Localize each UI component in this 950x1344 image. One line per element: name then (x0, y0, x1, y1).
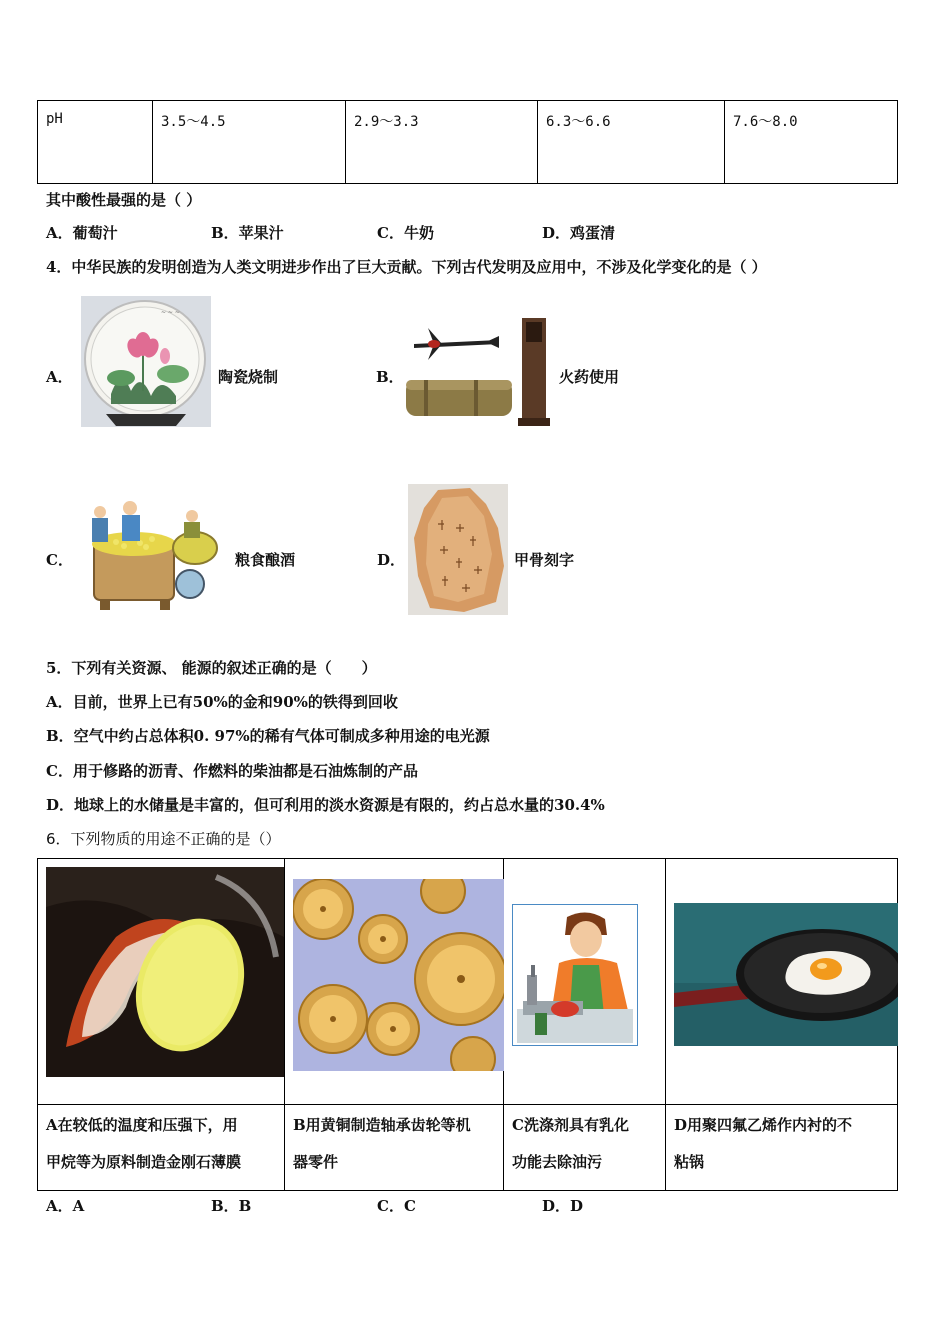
q6-option-b[interactable]: B．B (211, 1197, 252, 1215)
q6-caption-cell-b[interactable] (285, 1105, 504, 1191)
q3-options (46, 222, 906, 242)
q6-options (46, 1195, 906, 1215)
ph-table (37, 100, 898, 184)
q4-option-c-letter[interactable]: C． (46, 551, 73, 569)
ph-value-cell: 3.5～4.5 (153, 101, 346, 184)
svg-text:~ ~ ~: ~ ~ ~ (161, 309, 180, 316)
q6-caption-cell-d[interactable] (666, 1105, 898, 1191)
q4-option-a-label: 陶瓷烧制 (218, 368, 279, 386)
q4-option-b-letter[interactable]: B． (376, 368, 404, 386)
q4-question: 4．中华民族的发明创造为人类文明进步作出了巨大贡献。下列古代发明及应用中，不涉及化学变化的是（ ） (46, 258, 767, 276)
gunpowder-weapon-icon (404, 314, 554, 428)
q6-question: 6．下列物质的用途不正确的是（） (46, 830, 281, 848)
oracle-bone-icon (408, 484, 508, 615)
q4-option-d-label: 甲骨刻字 (514, 551, 575, 569)
q4-option-b-label: 火药使用 (559, 368, 620, 386)
q3-question: 其中酸性最强的是（ ） (46, 191, 202, 209)
q5-option-d[interactable]: D．地球上的水储量是丰富的，但可利用的淡水资源是有限的，约占总水量的30.4% (46, 796, 605, 814)
table-row (38, 1105, 898, 1191)
table-row (38, 101, 898, 184)
q5-option-a[interactable]: A．目前，世界上已有50%的金和90%的铁得到回收 (46, 693, 398, 711)
porcelain-plate-icon (81, 296, 211, 427)
ph-value-cell: 7.6～8.0 (725, 101, 898, 184)
washing-dishes-icon (512, 904, 638, 1046)
brass-gears-icon (293, 879, 504, 1071)
q6-caption-b: B用黄铜制造轴承齿轮等机 器零件 (293, 1116, 471, 1171)
q3-option-a[interactable]: A．葡萄汁 (46, 224, 118, 242)
q4-option-d-letter[interactable]: D． (377, 551, 406, 569)
q5-option-c[interactable]: C．用于修路的沥青、作燃料的柴油都是石油炼制的产品 (46, 762, 418, 780)
q6-caption-d: D用聚四氟乙烯作内衬的不 粘锅 (674, 1116, 853, 1171)
q5-option-b[interactable]: B．空气中约占总体积0. 97%的稀有气体可制成多种用途的电光源 (46, 727, 490, 745)
q6-option-d[interactable]: D．D (542, 1197, 584, 1215)
q3-option-b[interactable]: B．苹果汁 (211, 224, 284, 242)
q6-caption-cell-a[interactable] (38, 1105, 285, 1191)
q5-question: 5．下列有关资源、 能源的叙述正确的是（ ） (46, 659, 377, 677)
table-row (38, 859, 898, 1105)
diamond-film-icon (46, 867, 284, 1077)
q6-caption-c: C洗涤剂具有乳化 功能去除油污 (512, 1116, 629, 1171)
nonstick-pan-icon (674, 903, 898, 1046)
q4-option-c-label: 粮食酿酒 (235, 551, 296, 569)
ph-header-cell: pH (38, 101, 153, 184)
q6-caption-cell-c[interactable] (504, 1105, 666, 1191)
q3-option-c[interactable]: C．牛奶 (377, 224, 434, 242)
q3-option-d[interactable]: D．鸡蛋清 (542, 224, 616, 242)
brewing-wine-icon (80, 488, 225, 614)
q6-caption-a: A在较低的温度和压强下，用 甲烷等为原料制造金刚石薄膜 (46, 1116, 242, 1171)
q6-option-a[interactable]: A．A (46, 1197, 85, 1215)
q6-table (37, 858, 898, 1191)
q6-image-cell-c (504, 859, 666, 1105)
ph-value-cell: 6.3～6.6 (538, 101, 725, 184)
q4-option-a-letter[interactable]: A． (46, 368, 73, 386)
q6-image-cell-d (666, 859, 898, 1105)
q6-image-cell-a (38, 859, 285, 1105)
ph-value-cell: 2.9～3.3 (346, 101, 538, 184)
q6-option-c[interactable]: C．C (377, 1197, 416, 1215)
q6-image-cell-b (285, 859, 504, 1105)
